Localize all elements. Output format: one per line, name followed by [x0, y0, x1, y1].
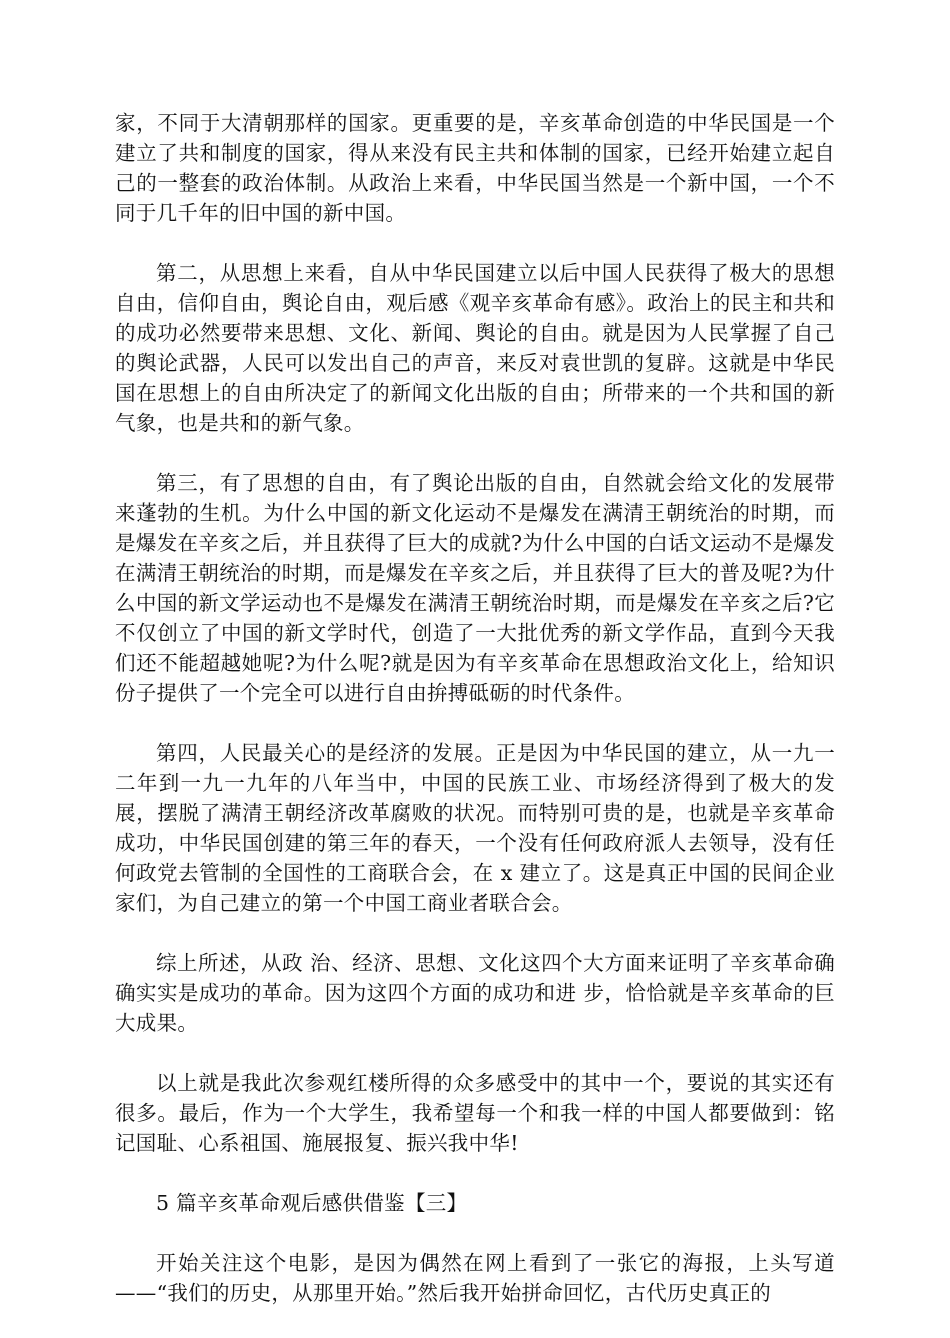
paragraph-summary: 综上所述，从政 治、经济、思想、文化这四个大方面来证明了辛亥革命确确实实是成功的革命。因为这四个方面的成功和进 步，恰恰就是辛亥革命的巨大成果。 — [115, 951, 835, 1035]
section-title: 5 篇辛亥革命观后感供借鉴【三】 — [156, 1191, 468, 1215]
document-page — [115, 108, 835, 1338]
paragraph-movie: 开始关注这个电影，是因为偶然在网上看到了一张它的海报，上头写道——“我们的历史，从那里开始。”然后我开始拼命回忆，古代历史真正的 — [115, 1251, 835, 1305]
paragraph-economy: 第四，人民最关心的是经济的发展。正是因为中华民国的建立，从一九一二年到一九一九年的八年当中，中国的民族工业、市场经济得到了极大的发展，摆脱了满清王朝经济改革腐败的状况。而特别可贵的是，也就是辛亥革命成功，中华民国创建的第三年的春天，一个没有任何政府派人去领导，没有任何政党去管制的全国性的工商联合会，在 x 建立了。这是真正中国的民间企业家们，为自己建立的第一个中国工商业者联合会。 — [115, 741, 835, 915]
paragraph-continuation: 家，不同于大清朝那样的国家。更重要的是，辛亥革命创造的中华民国是一个建立了共和制度的国家，得从来没有民主共和体制的国家，已经开始建立起自己的一整套的政治体制。从政治上来看，中华民国当然是一个新中国，一个不同于几千年的旧中国的新中国。 — [115, 111, 835, 225]
paragraph-conclusion: 以上就是我此次参观红楼所得的众多感受中的其中一个，要说的其实还有很多。最后，作为一个大学生，我希望每一个和我一样的中国人都要做到：铭记国耻、心系祖国、施展报复、振兴我中华! — [115, 1071, 835, 1155]
paragraph-thought: 第二，从思想上来看，自从中华民国建立以后中国人民获得了极大的思想自由，信仰自由，舆论自由，观后感《观辛亥革命有感》。政治上的民主和共和的成功必然要带来思想、文化、新闻、舆论的自由。就是因为人民掌握了自己的舆论武器，人民可以发出自己的声音，来反对袁世凯的复辟。这就是中华民国在思想上的自由所决定了的新闻文化出版的自由；所带来的一个共和国的新气象，也是共和的新气象。 — [115, 261, 835, 435]
paragraph-culture: 第三，有了思想的自由，有了舆论出版的自由，自然就会给文化的发展带来蓬勃的生机。为什么中国的新文化运动不是爆发在满清王朝统治的时期，而是爆发在辛亥之后，并且获得了巨大的成就?为什么中国的白话文运动不是爆发在满清王朝统治的时期，而是爆发在辛亥之后，并且获得了巨大的普及呢?为什么中国的新文学运动也不是爆发在满清王朝统治时期，而是爆发在辛亥之后?它不仅创立了中国的新文学时代，创造了一大批优秀的新文学作品，直到今天我们还不能超越她呢?为什么呢?就是因为有辛亥革命在思想政治文化上，给知识份子提供了一个完全可以进行自由拚搏砥砺的时代条件。 — [115, 471, 835, 705]
